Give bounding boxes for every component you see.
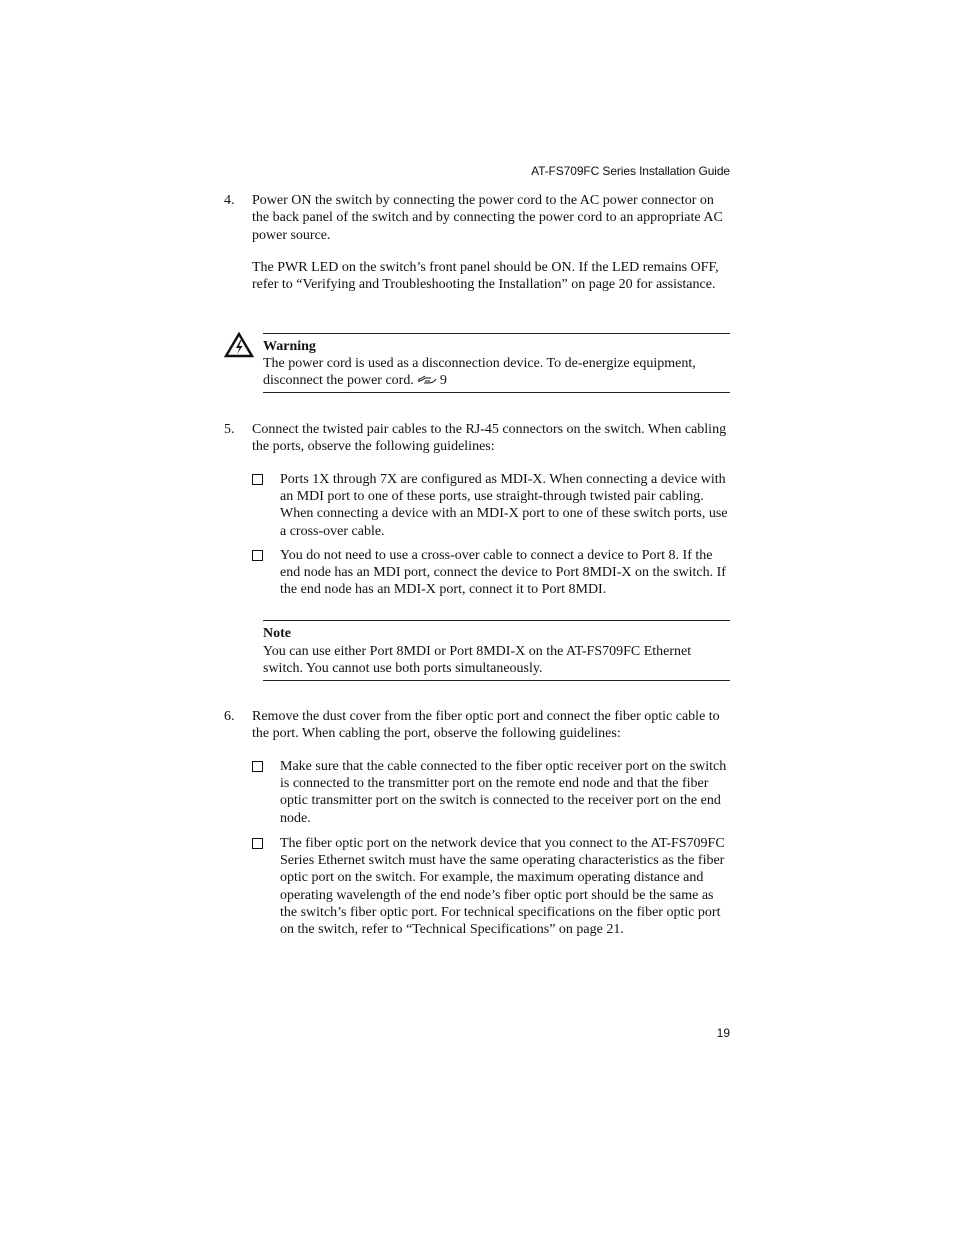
bullet-box-icon (252, 474, 263, 485)
note-bottom-rule (263, 680, 730, 681)
note-text: You can use either Port 8MDI or Port 8MDI-X on the AT-FS709FC Ethernet switch. You cannot use both ports simultaneously. (263, 644, 692, 676)
page-number: 19 (716, 1026, 730, 1040)
warning-body (263, 355, 730, 389)
list-item: The fiber optic port on the network device that you connect to the AT-FS709FC Series Ethernet switch must have the same operating characteristics as the fiber optic port on the switch. For example, the maximum operating distance and operating wavelength of the end node’s fiber optic port should be the same as the switch’s fiber optic port. For technical specifications on the fiber optic port on the switch, refer to “Technical Specifications” on page 21. (280, 836, 725, 938)
electrical-hazard-icon (224, 332, 254, 358)
list-item: Make sure that the cable connected to the fiber optic receiver port on the switch is connected to the transmitter port on the remote end node and that the fiber optic transmitter port on the switch is connected to the receiver port on the end node. (280, 759, 727, 826)
bullet-box-icon (252, 838, 263, 849)
warning-ref: 9 (439, 373, 447, 388)
note-title: Note (263, 626, 291, 641)
step-text: Connect the twisted pair cables to the RJ-45 connectors on the switch. When cabling the ports, observe the following guidelines: (252, 422, 727, 455)
running-header: AT-FS709FC Series Installation Guide (531, 164, 730, 178)
step-text: Power ON the switch by connecting the power cord to the AC power connector on the back panel of the switch and by connecting the power cord to an appropriate AC power source. (252, 193, 723, 243)
list-item: You do not need to use a cross-over cable to connect a device to Port 8. If the end node has an MDI port, connect the device to Port 8MDI-X on the switch. If the end node has an MDI-X port, connect it to Port 8MDI. (280, 548, 726, 598)
warning-bottom-rule (263, 392, 730, 393)
step-text: Remove the dust cover from the fiber optic port and connect the fiber optic cable to the port. When cabling the port, observe the following guidelines: (252, 709, 720, 742)
bullet-box-icon (252, 761, 263, 772)
note-top-rule (263, 620, 730, 621)
list-item: Ports 1X through 7X are configured as MDI-X. When connecting a device with an MDI port to one of these ports, use straight-through twisted pair cabling. When connecting a device with an MDI-X port to one of these switch ports, use a cross-over cable. (280, 472, 728, 539)
pointing-hand-icon (416, 373, 438, 385)
warning-title: Warning (263, 339, 316, 354)
step-number: 5. (224, 422, 235, 437)
note-callout (263, 625, 730, 677)
step-number: 6. (224, 709, 235, 724)
warning-top-rule (263, 333, 730, 334)
warning-callout (263, 338, 730, 389)
warning-text: The power cord is used as a disconnection device. To de-energize equipment, disconnect the power cord. (263, 356, 696, 388)
step-number: 4. (224, 193, 235, 208)
bullet-box-icon (252, 550, 263, 561)
step-followup: The PWR LED on the switch’s front panel should be ON. If the LED remains OFF, refer to “Verifying and Troubleshooting the Installation” on page 20 for assistance. (252, 260, 719, 293)
